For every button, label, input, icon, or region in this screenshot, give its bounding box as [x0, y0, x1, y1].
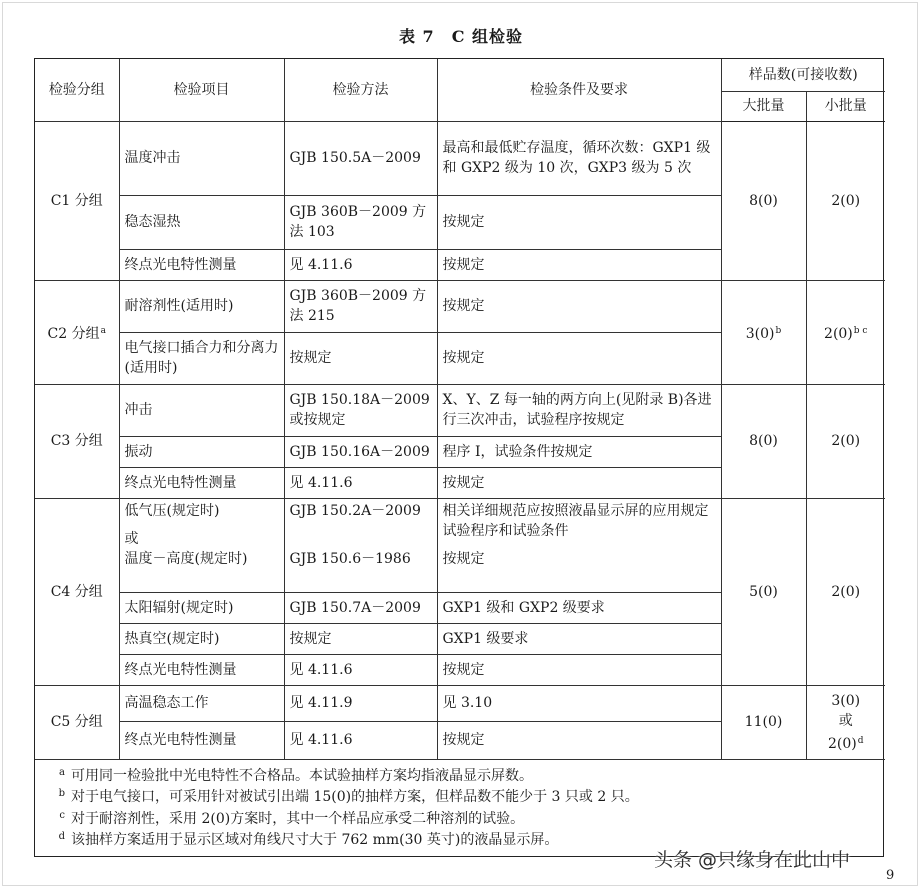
footnote-ref: b	[775, 325, 782, 336]
item-cell: 电气接口插合力和分离力(适用时)	[119, 332, 284, 384]
large-batch-cell: 8(0)	[721, 121, 806, 280]
method-cell: 见 4.11.6	[284, 467, 437, 498]
condition-cell: 程序 I，试验条件按规定	[437, 436, 721, 467]
method-cell: GJB 150.7A－2009	[284, 592, 437, 623]
table-row	[35, 280, 885, 332]
condition-cell: 按规定	[437, 195, 721, 249]
item-cell: 振动	[119, 436, 284, 467]
method-cell: 见 4.11.6	[284, 721, 437, 759]
condition-cell: 见 3.10	[437, 685, 721, 721]
header-item: 检验项目	[119, 59, 284, 121]
item-cell: 热真空(规定时)	[119, 623, 284, 654]
method-cell: 见 4.11.9	[284, 685, 437, 721]
small-batch-cell: 2(0)	[806, 121, 885, 280]
large-batch-cell: 11(0)	[721, 685, 806, 759]
group-name: C3 分组	[35, 384, 119, 498]
footnote-ref: b c	[853, 325, 868, 336]
item-cell: 耐溶剂性(适用时)	[119, 280, 284, 332]
footnote-ref: a	[100, 325, 106, 336]
method-cell: GJB 150.5A－2009	[284, 121, 437, 195]
method-cell: 见 4.11.6	[284, 654, 437, 685]
large-batch-cell: 5(0)	[721, 498, 806, 685]
page-number: 9	[886, 868, 895, 883]
table-row	[35, 121, 885, 195]
header-conditions: 检验条件及要求	[437, 59, 721, 121]
item-cell: 高温稳态工作	[119, 685, 284, 721]
condition-cell: 按规定	[437, 249, 721, 280]
item-cell: 温度冲击	[119, 121, 284, 195]
item-cell: 低气压(规定时) 或 温度－高度(规定时)	[119, 498, 284, 592]
table-row	[35, 685, 885, 721]
header-sample: 样品数(可接收数)	[721, 59, 885, 91]
condition-cell: 按规定	[437, 654, 721, 685]
small-batch-cell: 2(0)	[806, 384, 885, 498]
condition-cell: 最高和最低贮存温度，循环次数：GXP1 级和 GXP2 级为 10 次，GXP3 级为 5 次	[437, 121, 721, 195]
table-row	[35, 384, 885, 436]
condition-cell: 相关详细规范应按照液晶显示屏的应用规定试验程序和试验条件 按规定	[437, 498, 721, 592]
group-c5	[35, 685, 885, 759]
footnote: b 对于电气接口，可采用针对被试引出端 15(0)的抽样方案，但样品数不能少于 3 只或 2 只。	[58, 788, 639, 805]
item-cell: 太阳辐射(规定时)	[119, 592, 284, 623]
footnote: a 可用同一检验批中光电特性不合格品。本试验抽样方案均指液晶显示屏数。	[59, 766, 533, 784]
condition-cell: 按规定	[437, 467, 721, 498]
small-batch-cell: $2(0)^{b c}$	[806, 280, 885, 384]
method-cell: 按规定	[284, 332, 437, 384]
condition-cell: 按规定	[437, 332, 721, 384]
table-row	[35, 498, 885, 592]
small-batch-cell: 3(0) 或 $2(0)^d$	[806, 685, 885, 759]
method-cell: GJB 150.2A－2009 GJB 150.6－1986	[284, 498, 437, 592]
footnote-ref: d	[857, 735, 864, 746]
table-title: 表 7 C 组检验	[398, 27, 523, 46]
watermark: 头条 @只缘身在此山中	[654, 849, 851, 871]
large-batch-cell: $3(0)^b$	[721, 280, 806, 384]
condition-cell: 按规定	[437, 721, 721, 759]
item-cell: 终点光电特性测量	[119, 721, 284, 759]
item-cell: 稳态湿热	[119, 195, 284, 249]
item-cell: 终点光电特性测量	[119, 654, 284, 685]
header-method: 检验方法	[284, 59, 437, 121]
group-c4	[35, 498, 885, 685]
group-c3	[35, 384, 885, 498]
footnotes	[35, 760, 883, 856]
footnote: d 该抽样方案适用于显示区域对角线尺寸大于 762 mm(30 英寸)的液晶显示屏。	[58, 831, 559, 848]
method-cell: GJB 360B－2009 方法 215	[284, 280, 437, 332]
small-batch-cell: 2(0)	[806, 498, 885, 685]
header-large-batch: 大批量	[721, 91, 806, 121]
item-cell: 冲击	[119, 384, 284, 436]
method-cell: GJB 150.16A－2009	[284, 436, 437, 467]
table-container	[34, 58, 884, 857]
group-name: C4 分组	[35, 498, 119, 685]
item-cell: 终点光电特性测量	[119, 249, 284, 280]
group-name: C2 分组$^a$	[35, 280, 119, 384]
large-batch-cell: 8(0)	[721, 384, 806, 498]
group-name: C5 分组	[35, 685, 119, 759]
header-group: 检验分组	[35, 59, 119, 121]
condition-cell: 按规定	[437, 280, 721, 332]
condition-cell: GXP1 级要求	[437, 623, 721, 654]
item-cell: 终点光电特性测量	[119, 467, 284, 498]
method-cell: GJB 150.18A－2009 或按规定	[284, 384, 437, 436]
condition-cell: GXP1 级和 GXP2 级要求	[437, 592, 721, 623]
group-name: C1 分组	[35, 121, 119, 280]
condition-cell: X、Y、Z 每一轴的两方向上(见附录 B)各进行三次冲击，试验程序按规定	[437, 384, 721, 436]
group-c1	[35, 121, 885, 280]
method-cell: 见 4.11.6	[284, 249, 437, 280]
footnote: c 对于耐溶剂性，采用 2(0)方案时，其中一个样品应承受二种溶剂的试验。	[59, 809, 525, 827]
method-cell: 按规定	[284, 623, 437, 654]
inspection-table	[35, 59, 885, 760]
header-small-batch: 小批量	[806, 91, 885, 121]
group-c2	[35, 280, 885, 384]
method-cell: GJB 360B－2009 方法 103	[284, 195, 437, 249]
